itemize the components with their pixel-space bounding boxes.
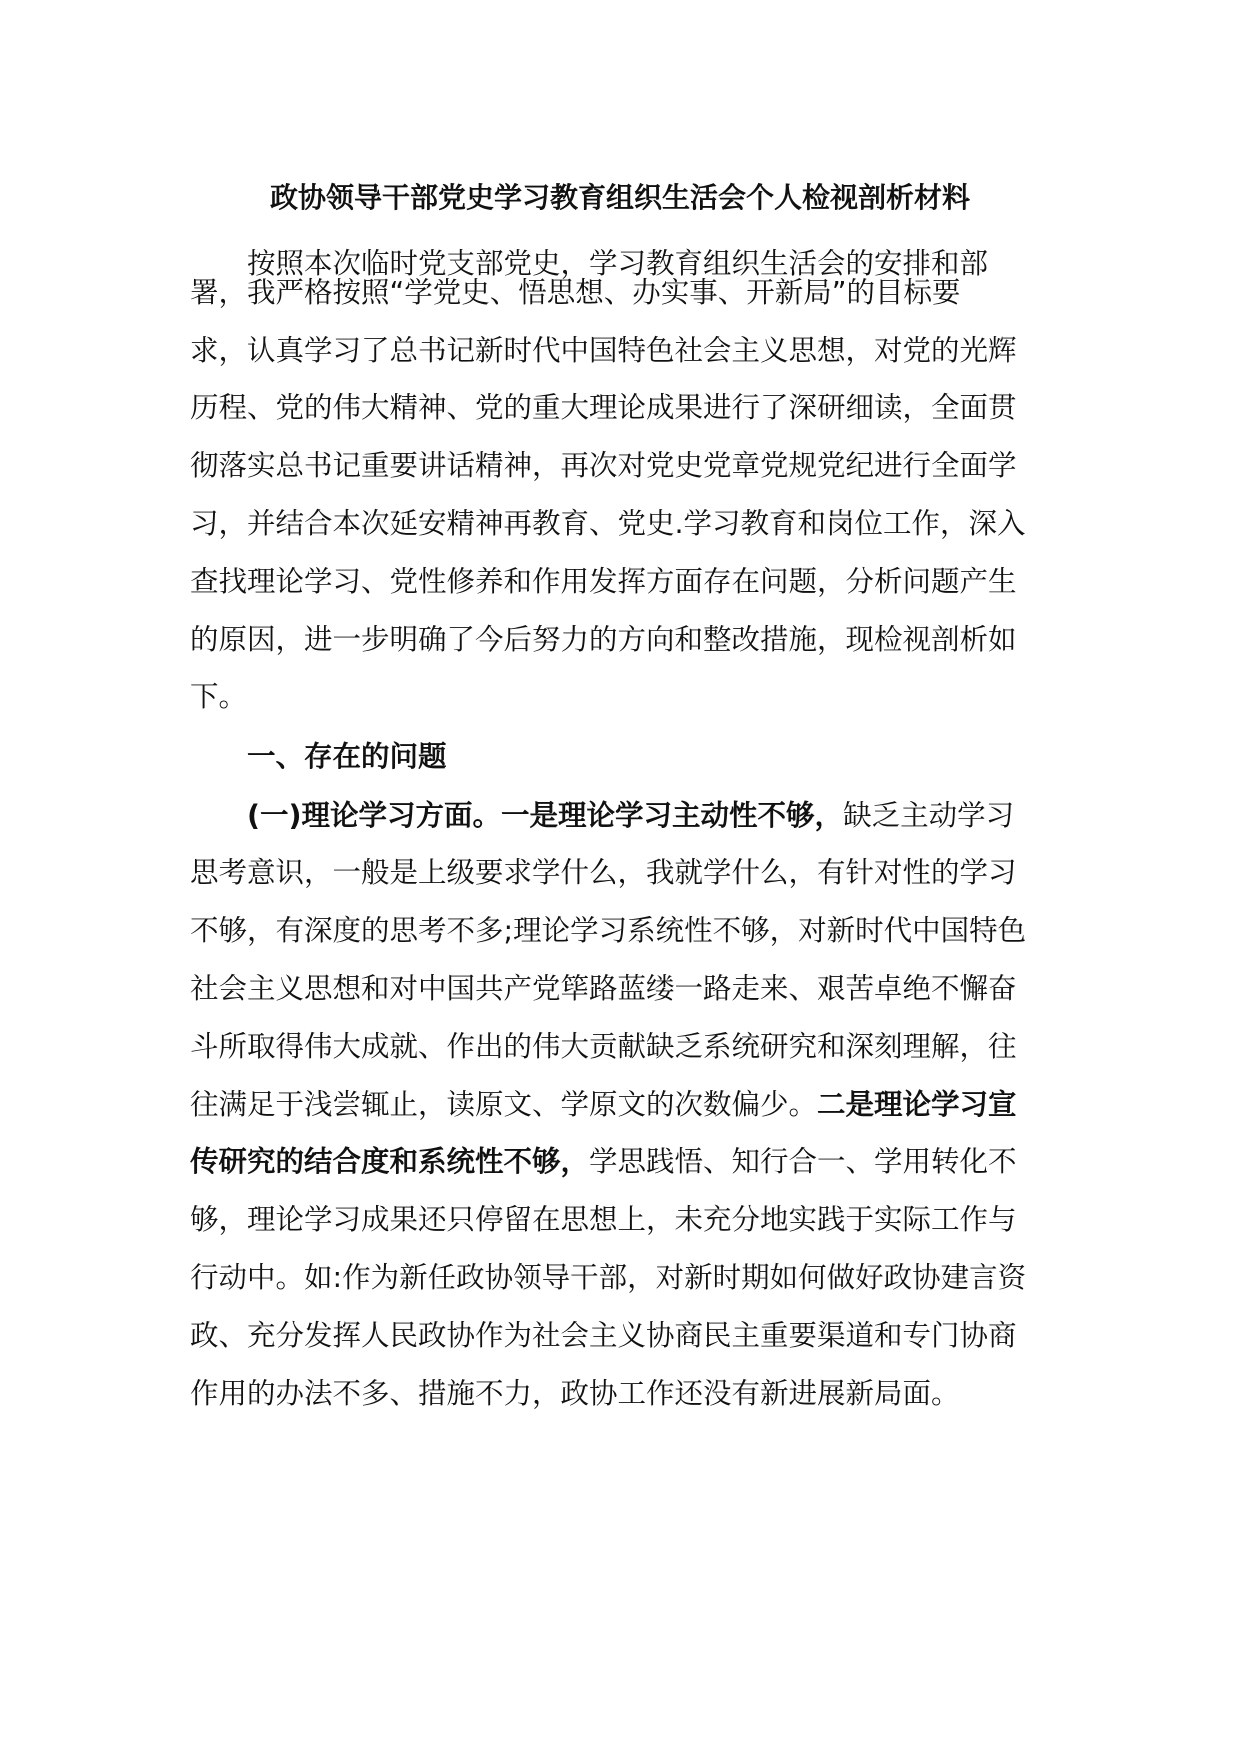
problem-line-7 <box>190 1142 1070 1182</box>
problem-line-1-rest: 缺乏主动学习 <box>843 799 1015 832</box>
problem-line-1 <box>247 796 1127 836</box>
problem-line-8: 够，理论学习成果还只停留在思想上，未充分地实践于实际工作与 <box>190 1203 1017 1236</box>
problem-line-2: 思考意识，一般是上级要求学什么，我就学什么，有针对性的学习 <box>190 856 1017 889</box>
intro-line-6: 习，并结合本次延安精神再教育、党史.学习教育和岗位工作，深入 <box>190 507 1026 540</box>
problem-line-9: 行动中。如:作为新任政协领导干部，对新时期如何做好政协建言资 <box>190 1261 1027 1294</box>
problem-line-10: 政、充分发挥人民政协作为社会主义协商民主重要渠道和专门协商 <box>190 1319 1017 1352</box>
problem-line-1-bold: (一)理论学习方面。一是理论学习主动性不够， <box>247 799 844 832</box>
problem-line-6 <box>190 1085 1070 1125</box>
problem-line-7-bold: 传研究的结合度和系统性不够， <box>190 1145 590 1178</box>
intro-line-1: 按照本次临时党支部党史，学习教育组织生活会的安排和部 <box>247 247 989 280</box>
intro-line-4: 历程、党的伟大精神、党的重大理论成果进行了深研细读，全面贯 <box>190 391 1017 424</box>
section-heading: 一、存在的问题 <box>247 740 447 773</box>
problem-line-6-text: 往满足于浅尝辄止，读原文、学原文的次数偏少。 <box>190 1088 818 1121</box>
document-title: 政协领导干部党史学习教育组织生活会个人检视剖析材料 <box>269 181 970 214</box>
problem-line-3: 不够，有深度的思考不多;理论学习系统性不够，对新时代中国特色 <box>190 914 1027 947</box>
problem-line-5: 斗所取得伟大成就、作出的伟大贡献缺乏系统研究和深刻理解，往 <box>190 1030 1017 1063</box>
intro-line-9: 下。 <box>190 680 248 713</box>
intro-line-7: 查找理论学习、党性修养和作用发挥方面存在问题，分析问题产生 <box>190 565 1017 598</box>
intro-line-8: 的原因，进一步明确了今后努力的方向和整改措施，现检视剖析如 <box>190 623 1017 656</box>
intro-line-3: 求，认真学习了总书记新时代中国特色社会主义思想，对党的光辉 <box>190 334 1017 367</box>
problem-line-7-rest: 学思践悟、知行合一、学用转化不 <box>589 1145 1017 1178</box>
problem-line-4: 社会主义思想和对中国共产党筚路蓝缕一路走来、艰苦卓绝不懈奋 <box>190 972 1017 1005</box>
intro-line-5: 彻落实总书记重要讲话精神，再次对党史党章党规党纪进行全面学 <box>190 449 1017 482</box>
problem-line-11: 作用的办法不多、措施不力，政协工作还没有新进展新局面。 <box>190 1377 960 1410</box>
intro-line-2: 署，我严格按照“学党史、悟思想、办实事、开新局”的目标要 <box>190 276 961 309</box>
problem-line-6-bold: 二是理论学习宣 <box>817 1088 1017 1121</box>
